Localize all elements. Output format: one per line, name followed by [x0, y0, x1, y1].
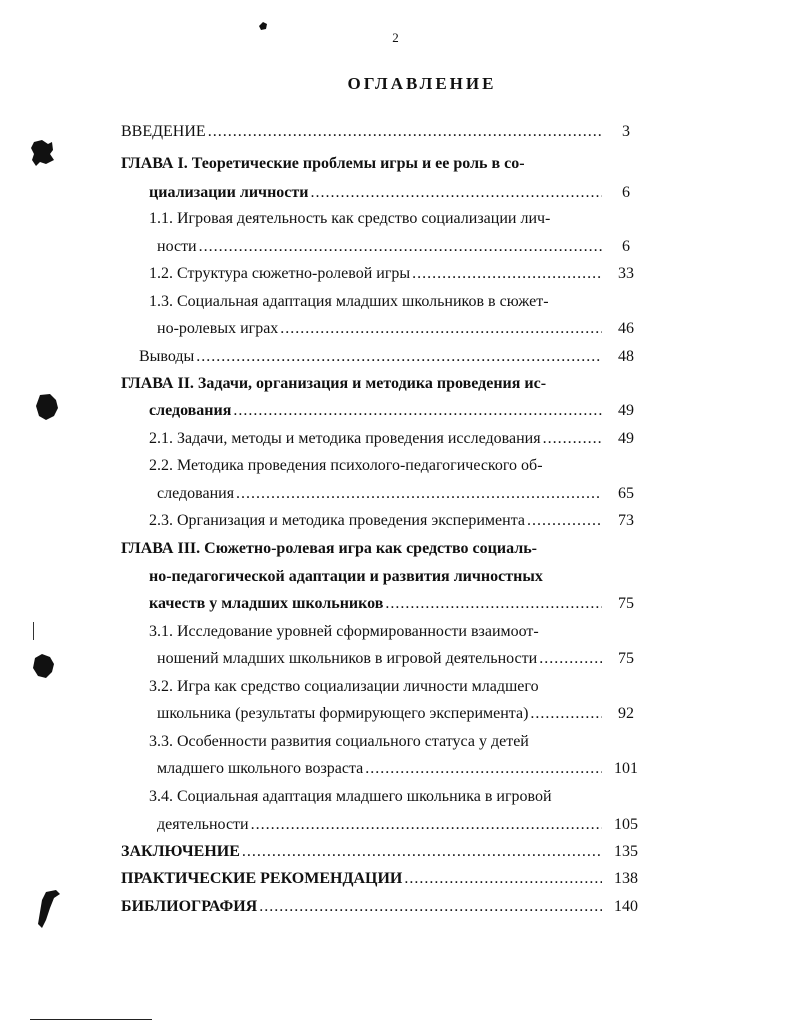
toc-entry-text: БИБЛИОГРАФИЯ: [121, 898, 258, 915]
toc-page-number: 6: [622, 184, 630, 201]
toc-page-number: 33: [618, 265, 634, 282]
toc-row: [121, 897, 604, 917]
toc-row: [157, 704, 604, 724]
toc-row: ГЛАВА III. Сюжетно-ролевая игра как средство социаль-: [121, 540, 537, 557]
toc-entry-text: ности: [157, 238, 197, 255]
dot-leader: [242, 842, 602, 862]
toc-entry-text: 2.3. Организация и методика проведения эксперимента: [149, 512, 525, 529]
toc-row: [157, 815, 604, 835]
page-number: 2: [392, 30, 399, 45]
toc-entry-text: качеств у младших школьников: [149, 595, 384, 612]
dot-leader: [251, 815, 602, 835]
toc-row: [157, 759, 604, 779]
toc-row: [157, 237, 604, 257]
dot-leader: [527, 511, 602, 531]
toc-row: [121, 869, 604, 889]
scan-blot-1: [28, 138, 56, 168]
toc-entry-text: ВВЕДЕНИЕ: [121, 123, 206, 140]
toc-page-number: 49: [618, 402, 634, 419]
toc-row: [149, 401, 604, 421]
toc-page-number: 73: [618, 512, 634, 529]
dot-leader: [259, 897, 602, 917]
toc-row: [149, 183, 604, 203]
toc-row: [157, 649, 604, 669]
toc-row: 1.3. Социальная адаптация младших школьников в сюжет-: [149, 293, 549, 310]
toc-entry-text: циализации личности: [149, 184, 309, 201]
toc-row: 3.1. Исследование уровней сформированности взаимоот-: [149, 623, 539, 640]
dot-leader: [543, 429, 602, 449]
scan-blot-top: [257, 20, 269, 32]
toc-entry-text: 1.2. Структура сюжетно-ролевой игры: [149, 265, 411, 282]
toc-row: 3.4. Социальная адаптация младшего школьника в игровой: [149, 788, 552, 805]
dot-leader: [236, 484, 602, 504]
toc-entry-text: ЗАКЛЮЧЕНИЕ: [121, 843, 240, 860]
dot-leader: [199, 237, 602, 257]
toc-entry-text: следования: [157, 485, 235, 502]
toc-page-number: 138: [614, 870, 638, 887]
toc-entry-text: ношений младших школьников в игровой деятельности: [157, 650, 538, 667]
toc-row: [149, 264, 604, 284]
dot-leader: [530, 704, 602, 724]
toc-page-number: 6: [622, 238, 630, 255]
toc-page-number: 48: [618, 348, 634, 365]
toc-row: 2.2. Методика проведения психолого-педагогического об-: [149, 457, 543, 474]
toc-row: [157, 484, 604, 504]
toc-row: [149, 594, 604, 614]
toc-row: ГЛАВА I. Теоретические проблемы игры и ее роль в со-: [121, 155, 525, 172]
dot-leader: [385, 594, 602, 614]
toc-row: 3.3. Особенности развития социального статуса у детей: [149, 733, 529, 750]
toc-entry-text: следования: [149, 402, 232, 419]
toc-page-number: 92: [618, 705, 634, 722]
toc-page-number: 49: [618, 430, 634, 447]
toc-row: [121, 122, 604, 142]
toc-page-number: 135: [614, 843, 638, 860]
dot-leader: [539, 649, 602, 669]
toc-entry-text: ПРАКТИЧЕСКИЕ РЕКОМЕНДАЦИИ: [121, 870, 403, 887]
toc-page-number: 140: [614, 898, 638, 915]
dot-leader: [310, 183, 602, 203]
dot-leader: [412, 264, 602, 284]
toc-row: [149, 511, 604, 531]
dot-leader: [404, 869, 602, 889]
dot-leader: [280, 319, 602, 339]
toc-page-number: 65: [618, 485, 634, 502]
toc-row: ГЛАВА II. Задачи, организация и методика проведения ис-: [121, 375, 547, 392]
dot-leader: [196, 347, 602, 367]
toc-page-number: 105: [614, 816, 638, 833]
dot-leader: [233, 401, 602, 421]
toc-page-number: 3: [622, 123, 630, 140]
dot-leader: [365, 759, 602, 779]
toc-row: [139, 347, 604, 367]
toc-title: ОГЛАВЛЕНИЕ: [347, 74, 497, 93]
toc-row: [157, 319, 604, 339]
scan-blot-3: [30, 652, 56, 680]
toc-entry-text: деятельности: [157, 816, 249, 833]
scan-blot-2: [34, 392, 60, 422]
toc-row: [149, 429, 604, 449]
toc-entry-text: младшего школьного возраста: [157, 760, 364, 777]
scan-mark-left: [33, 622, 34, 640]
toc-page-number: 75: [618, 595, 634, 612]
toc-entry-text: школьника (результаты формирующего эксперимента): [157, 705, 529, 722]
toc-page-number: 75: [618, 650, 634, 667]
dot-leader: [208, 122, 602, 142]
toc-row: 1.1. Игровая деятельность как средство социализации лич-: [149, 210, 551, 227]
toc-row: но-педагогической адаптации и развития личностных: [149, 568, 543, 585]
toc-page-number: 46: [618, 320, 634, 337]
toc-entry-text: но-ролевых играх: [157, 320, 279, 337]
scan-blot-4: [36, 888, 62, 930]
toc-row: [121, 842, 604, 862]
toc-row: 3.2. Игра как средство социализации личности младшего: [149, 678, 539, 695]
toc-entry-text: 2.1. Задачи, методы и методика проведения исследования: [149, 430, 541, 447]
toc-entry-text: Выводы: [139, 348, 195, 365]
footnote-rule: [30, 1019, 152, 1020]
toc-page-number: 101: [614, 760, 638, 777]
